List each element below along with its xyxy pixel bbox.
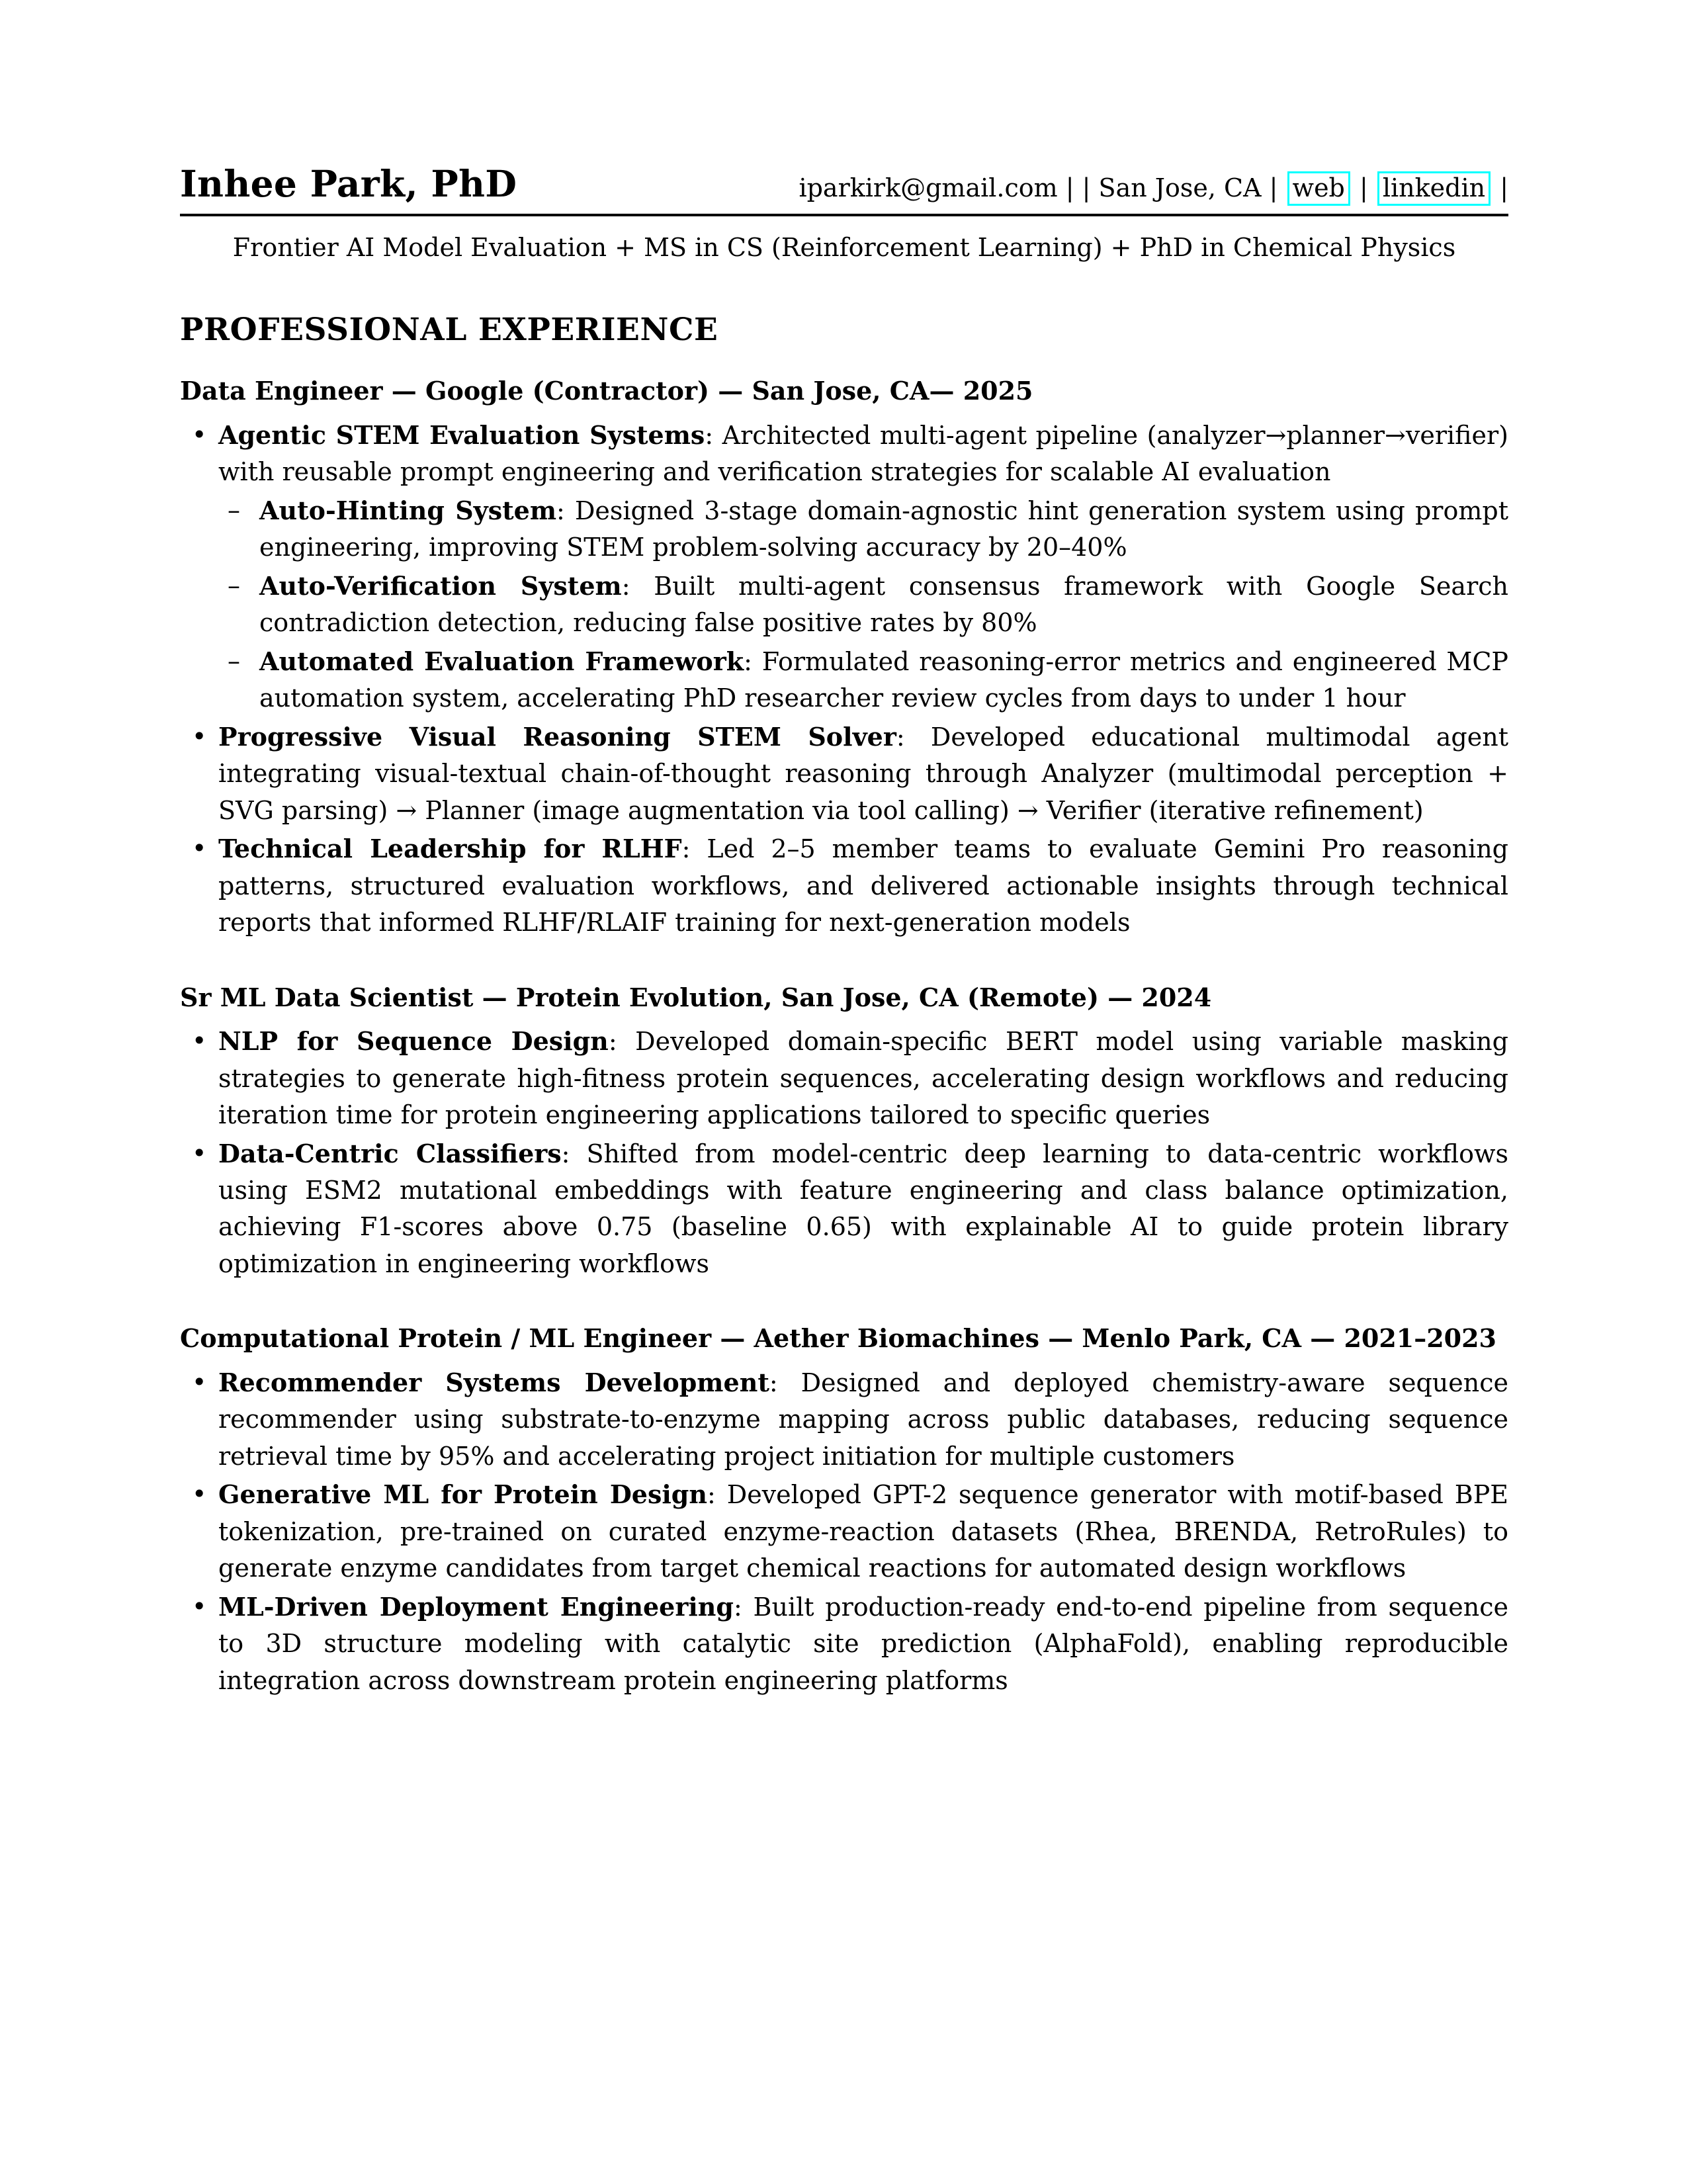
bullet-body-text: : Developed GPT-2 sequence generator with motif-based BPE tokenization, pre-trained on curated enzyme-reaction datasets (Rhea, BRENDA, RetroRules) to generate enzyme candidates from target chemical reactions for automated design workflows: [218, 1480, 1508, 1583]
bullet-lead-text: ML-Driven Deployment Engineering: [218, 1591, 734, 1622]
bullet-lead-text: NLP for Sequence Design: [218, 1026, 609, 1057]
tagline: Frontier AI Model Evaluation + MS in CS (Reinforcement Learning) + PhD in Chemical Physics: [232, 233, 1456, 262]
bullet-body-text: : Built production-ready end-to-end pipeline from sequence to 3D structure modeling with catalytic site prediction (AlphaFold), enabling reproducible integration across downstream protein engineering platforms: [218, 1592, 1509, 1695]
bullet-lead-text: Progressive Visual Reasoning STEM Solver: [218, 721, 896, 752]
page-title: Inhee Park, PhD: [180, 162, 517, 205]
bullet-list: [180, 1023, 1508, 1282]
resume-body: [180, 313, 1508, 1700]
bullet-marker-icon: •: [192, 1479, 207, 1509]
bullet-item: [180, 1135, 1508, 1283]
resume-section: [180, 313, 1508, 1700]
sub-bullet-body-text: : Designed 3-stage domain-agnostic hint generation system using prompt engineering, improving STEM problem-solving accuracy by 20–40%: [259, 496, 1508, 562]
linkedin-link[interactable]: linkedin: [1377, 171, 1491, 206]
bullet-list: [180, 417, 1508, 941]
sub-bullet-item: [218, 568, 1508, 642]
sub-bullet-lead-text: Automated Evaluation Framework: [259, 646, 744, 676]
bullet-item: [180, 417, 1508, 491]
bullet-body-text: : Developed educational multimodal agent integrating visual-textual chain-of-thought reasoning through Analyzer (multimodal perception + SVG parsing) → Planner (image augmentation via tool calling) → Verifier (iterative refinement): [218, 722, 1508, 825]
sub-bullet-item: [218, 492, 1508, 566]
bullet-list: [180, 1364, 1508, 1699]
contact-separator-4: |: [1492, 173, 1508, 202]
bullet-marker-icon: •: [192, 1026, 207, 1056]
bullet-item: [180, 1589, 1508, 1699]
header-row: [180, 162, 1508, 206]
bullet-lead-text: Agentic STEM Evaluation Systems: [218, 419, 705, 450]
bullet-marker-icon: •: [192, 1138, 207, 1168]
contact-separator-3: |: [1351, 173, 1376, 202]
email-text: iparkirk@gmail.com: [799, 173, 1058, 202]
bullet-item: [180, 830, 1508, 941]
bullet-body-text: : Designed and deployed chemistry-aware sequence recommender using substrate-to-enzyme mapping across public databases, reducing sequence retrieval time by 95% and accelerating project initiation for multiple customers: [218, 1368, 1508, 1471]
bullet-body-text: : Architected multi-agent pipeline (analyzer→planner→verifier) with reusable prompt engineering and verification strategies for scalable AI evaluation: [218, 420, 1508, 487]
sub-bullet-body-text: : Formulated reasoning-error metrics and engineered MCP automation system, accelerating PhD researcher review cycles from days to under 1 hour: [259, 646, 1508, 713]
sub-bullet-marker-icon: –: [228, 646, 240, 676]
contact-info: [799, 171, 1508, 206]
bullet-lead-text: Generative ML for Protein Design: [218, 1479, 707, 1510]
experience-entry: [180, 983, 1508, 1283]
location-text: San Jose, CA: [1098, 173, 1262, 202]
section-title: PROFESSIONAL EXPERIENCE: [180, 311, 718, 348]
experience-entry: [180, 376, 1508, 941]
web-link[interactable]: web: [1287, 171, 1350, 206]
bullet-body-text: : Led 2–5 member teams to evaluate Gemini Pro reasoning patterns, structured evaluation workflows, and delivered actionable insights through technical reports that informed RLHF/RLAIF training for next-generation models: [218, 834, 1508, 938]
bullet-marker-icon: •: [192, 1591, 207, 1621]
sub-bullet-item: [218, 643, 1508, 717]
bullet-marker-icon: •: [192, 834, 207, 863]
bullet-marker-icon: •: [192, 1368, 207, 1397]
bullet-lead-text: Recommender Systems Development: [218, 1368, 769, 1397]
bullet-item: [180, 1364, 1508, 1475]
bullet-body-text: : Developed domain-specific BERT model using variable masking strategies to generate high-fitness protein sequences, accelerating design workflows and reducing iteration time for protein engineering applications tailored to specific queries: [218, 1027, 1508, 1130]
sub-bullet-lead-text: Auto-Verification System: [259, 570, 622, 601]
bullet-marker-icon: •: [192, 419, 207, 449]
resume-header: [180, 162, 1508, 263]
contact-separator-2: |: [1261, 173, 1286, 202]
bullet-marker-icon: •: [192, 721, 207, 751]
job-title: Data Engineer — Google (Contractor) — San Jose, CA— 2025: [180, 376, 1033, 406]
sub-bullet-body-text: : Built multi-agent consensus framework with Google Search contradiction detection, reducing false positive rates by 80%: [259, 571, 1508, 638]
bullet-body-text: : Shifted from model-centric deep learning to data-centric workflows using ESM2 mutational embeddings with feature engineering and class balance optimization, achieving F1-scores above 0.75 (baseline 0.65) with explainable AI to guide protein library optimization in engineering workflows: [218, 1139, 1508, 1278]
bullet-item: [180, 719, 1508, 829]
contact-separator-1: | |: [1057, 173, 1099, 202]
job-title: Sr ML Data Scientist — Protein Evolution, San Jose, CA (Remote) — 2024: [180, 982, 1212, 1012]
bullet-lead-text: Technical Leadership for RLHF: [218, 834, 682, 864]
sub-bullet-lead-text: Auto-Hinting System: [259, 495, 557, 525]
bullet-item: [180, 1476, 1508, 1587]
header-divider: [180, 214, 1508, 216]
job-title: Computational Protein / ML Engineer — Aether Biomachines — Menlo Park, CA — 2021–2023: [180, 1323, 1496, 1354]
sub-bullet-marker-icon: –: [228, 570, 240, 600]
bullet-item: [180, 1023, 1508, 1133]
sub-bullet-marker-icon: –: [228, 495, 240, 525]
bullet-lead-text: Data-Centric Classifiers: [218, 1138, 562, 1168]
experience-entry: [180, 1323, 1508, 1699]
